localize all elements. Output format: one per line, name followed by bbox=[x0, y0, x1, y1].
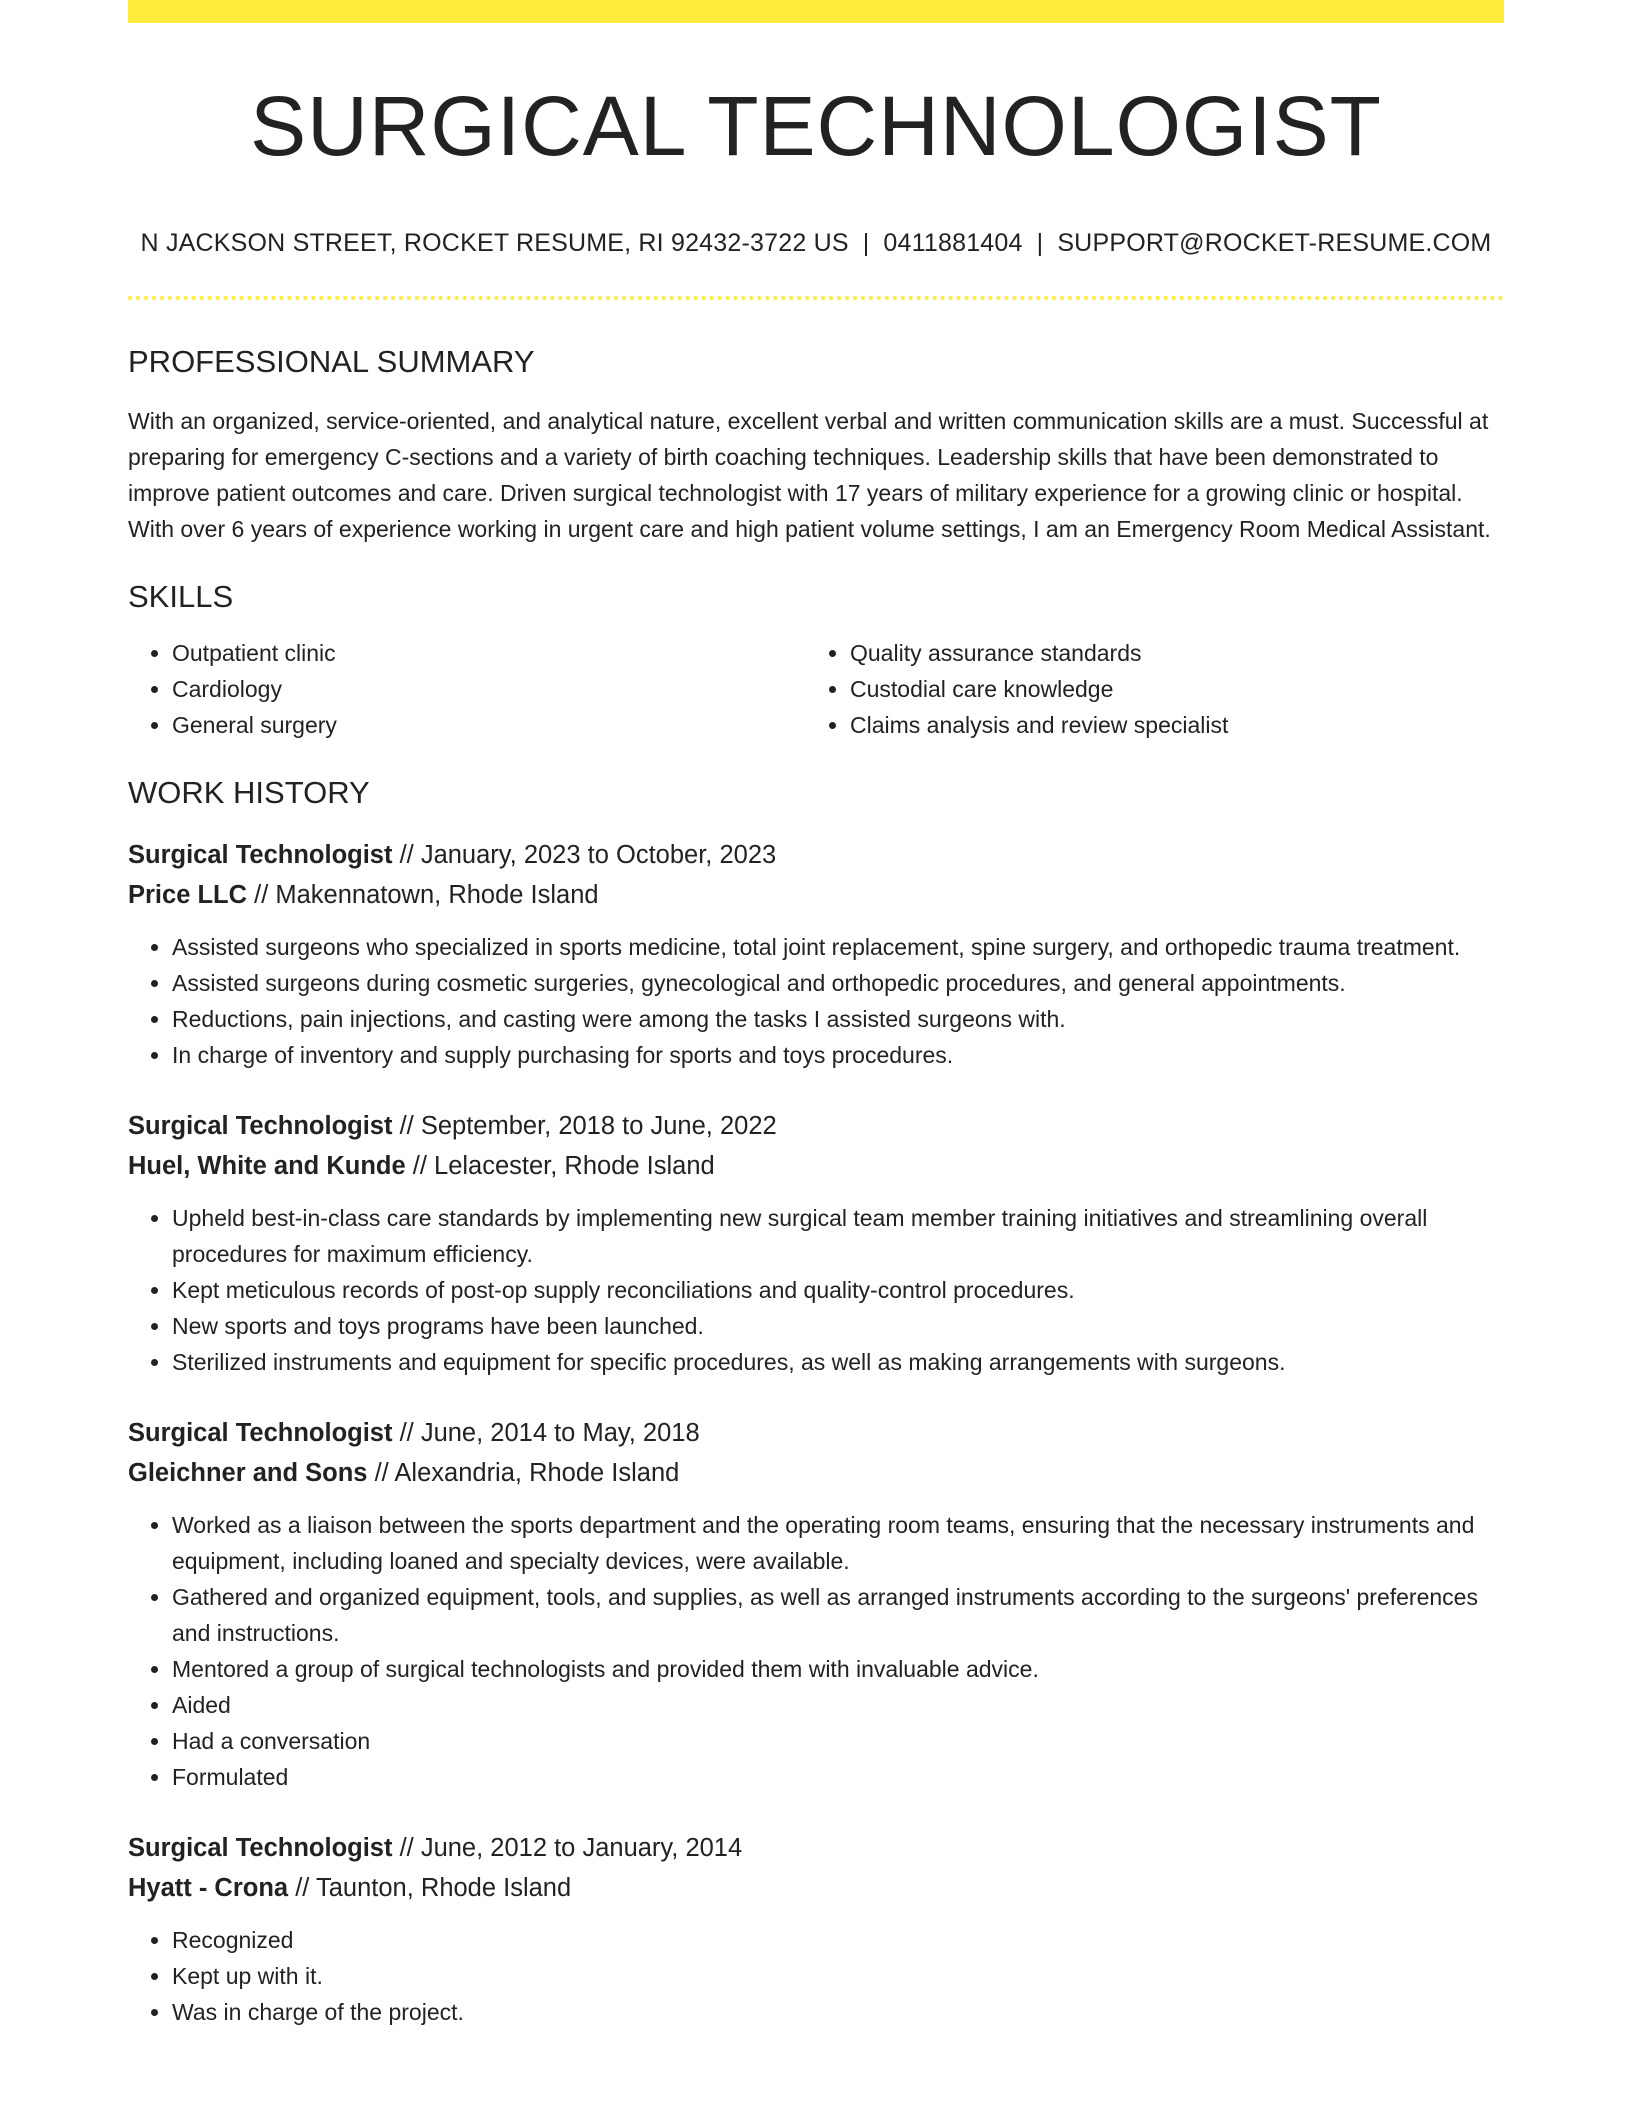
resume-page bbox=[128, 0, 1504, 2030]
top-accent-bar bbox=[128, 0, 1504, 23]
job-bullet: • In charge of inventory and supply purchasing for sports and toys procedures. bbox=[172, 1037, 1504, 1073]
job-title-line bbox=[128, 1828, 1504, 1868]
job-bullet: • Assisted surgeons during cosmetic surgeries, gynecological and orthopedic procedures, and general appointments. bbox=[172, 965, 1504, 1001]
skills-column-right bbox=[806, 635, 1484, 743]
skill-item: • Outpatient clinic bbox=[172, 635, 806, 671]
work-history-heading: WORK HISTORY bbox=[128, 775, 370, 811]
job-company-line bbox=[128, 1868, 1504, 1908]
skills-heading: SKILLS bbox=[128, 579, 234, 615]
job-bullet: • New sports and toys programs have been launched. bbox=[172, 1308, 1504, 1344]
job-bullets bbox=[128, 1507, 1504, 1795]
job-entry bbox=[128, 1413, 1504, 1795]
job-role: Surgical Technologist bbox=[128, 1834, 393, 1863]
job-dates: // June, 2012 to January, 2014 bbox=[392, 1834, 743, 1863]
job-bullet: • Gathered and organized equipment, tools, and supplies, as well as arranged instruments according to the surgeons' preferences and instructions. bbox=[172, 1579, 1504, 1651]
job-company: Price LLC bbox=[128, 881, 248, 910]
job-bullet: • Had a conversation bbox=[172, 1723, 1504, 1759]
job-role: Surgical Technologist bbox=[128, 1419, 393, 1448]
job-location: // Makennatown, Rhode Island bbox=[247, 881, 599, 910]
job-entry bbox=[128, 1106, 1504, 1380]
skills-list-left bbox=[128, 635, 806, 743]
skill-item: • Claims analysis and review specialist bbox=[850, 707, 1484, 743]
job-bullet: • Kept up with it. bbox=[172, 1958, 1504, 1994]
job-title-line bbox=[128, 835, 1504, 875]
job-company: Gleichner and Sons bbox=[128, 1459, 368, 1488]
job-bullet: • Aided bbox=[172, 1687, 1504, 1723]
job-company-line bbox=[128, 1453, 1504, 1493]
job-bullets bbox=[128, 1922, 1504, 2030]
skills-grid bbox=[128, 635, 1504, 743]
job-company: Huel, White and Kunde bbox=[128, 1152, 406, 1181]
contact-separator: | bbox=[862, 229, 870, 258]
address: N JACKSON STREET, ROCKET RESUME, RI 92432-3722 US bbox=[140, 229, 849, 258]
job-bullet: • Mentored a group of surgical technologists and provided them with invaluable advice. bbox=[172, 1651, 1504, 1687]
dotted-divider bbox=[128, 296, 1504, 300]
job-location: // Taunton, Rhode Island bbox=[288, 1874, 572, 1903]
job-bullet: • Was in charge of the project. bbox=[172, 1994, 1504, 2030]
job-bullets bbox=[128, 1200, 1504, 1380]
job-company: Hyatt - Crona bbox=[128, 1874, 289, 1903]
job-role: Surgical Technologist bbox=[128, 841, 393, 870]
resume-name: SURGICAL TECHNOLOGIST bbox=[250, 79, 1382, 173]
summary-heading: PROFESSIONAL SUMMARY bbox=[128, 344, 535, 380]
job-dates: // January, 2023 to October, 2023 bbox=[392, 841, 777, 870]
job-title-line bbox=[128, 1413, 1504, 1453]
job-location: // Alexandria, Rhode Island bbox=[367, 1459, 680, 1488]
skills-column-left bbox=[128, 635, 806, 743]
job-role: Surgical Technologist bbox=[128, 1112, 393, 1141]
job-bullet: • Assisted surgeons who specialized in sports medicine, total joint replacement, spine surgery, and orthopedic trauma treatment. bbox=[172, 929, 1504, 965]
job-bullet: • Worked as a liaison between the sports department and the operating room teams, ensuring that the necessary instruments and equipment, including loaned and specialty devices, were available. bbox=[172, 1507, 1504, 1579]
skills-list-right bbox=[806, 635, 1484, 743]
skill-item: • Cardiology bbox=[172, 671, 806, 707]
contact-line bbox=[128, 229, 1504, 258]
job-company-line bbox=[128, 1146, 1504, 1186]
summary-text: With an organized, service-oriented, and analytical nature, excellent verbal and written communication skills are a must. Successful at preparing for emergency C-sections and a variety of birth coaching techniques. Leadership skills that have been demonstrated to improve patient outcomes and care. Driven surgical technologist with 17 years of military experience for a growing clinic or hospital. With over 6 years of experience working in urgent care and high patient volume settings, I am an Emergency Room Medical Assistant. bbox=[128, 408, 1491, 543]
skill-item: • Quality assurance standards bbox=[850, 635, 1484, 671]
job-location: // Lelacester, Rhode Island bbox=[405, 1152, 715, 1181]
job-entry bbox=[128, 1828, 1504, 2030]
job-bullet: • Reductions, pain injections, and casting were among the tasks I assisted surgeons with. bbox=[172, 1001, 1504, 1037]
job-bullets bbox=[128, 929, 1504, 1073]
job-bullet: • Kept meticulous records of post-op supply reconciliations and quality-control procedures. bbox=[172, 1272, 1504, 1308]
job-entry bbox=[128, 835, 1504, 1073]
job-dates: // September, 2018 to June, 2022 bbox=[392, 1112, 777, 1141]
email: SUPPORT@ROCKET-RESUME.COM bbox=[1057, 229, 1492, 258]
job-company-line bbox=[128, 875, 1504, 915]
phone: 0411881404 bbox=[883, 229, 1023, 258]
contact-separator: | bbox=[1036, 229, 1044, 258]
job-bullet: • Formulated bbox=[172, 1759, 1504, 1795]
job-title-line bbox=[128, 1106, 1504, 1146]
job-bullet: • Upheld best-in-class care standards by implementing new surgical team member training initiatives and streamlining overall procedures for maximum efficiency. bbox=[172, 1200, 1504, 1272]
skill-item: • Custodial care knowledge bbox=[850, 671, 1484, 707]
skill-item: • General surgery bbox=[172, 707, 806, 743]
job-dates: // June, 2014 to May, 2018 bbox=[392, 1419, 700, 1448]
job-bullet: • Sterilized instruments and equipment for specific procedures, as well as making arrangements with surgeons. bbox=[172, 1344, 1504, 1380]
job-bullet: • Recognized bbox=[172, 1922, 1504, 1958]
